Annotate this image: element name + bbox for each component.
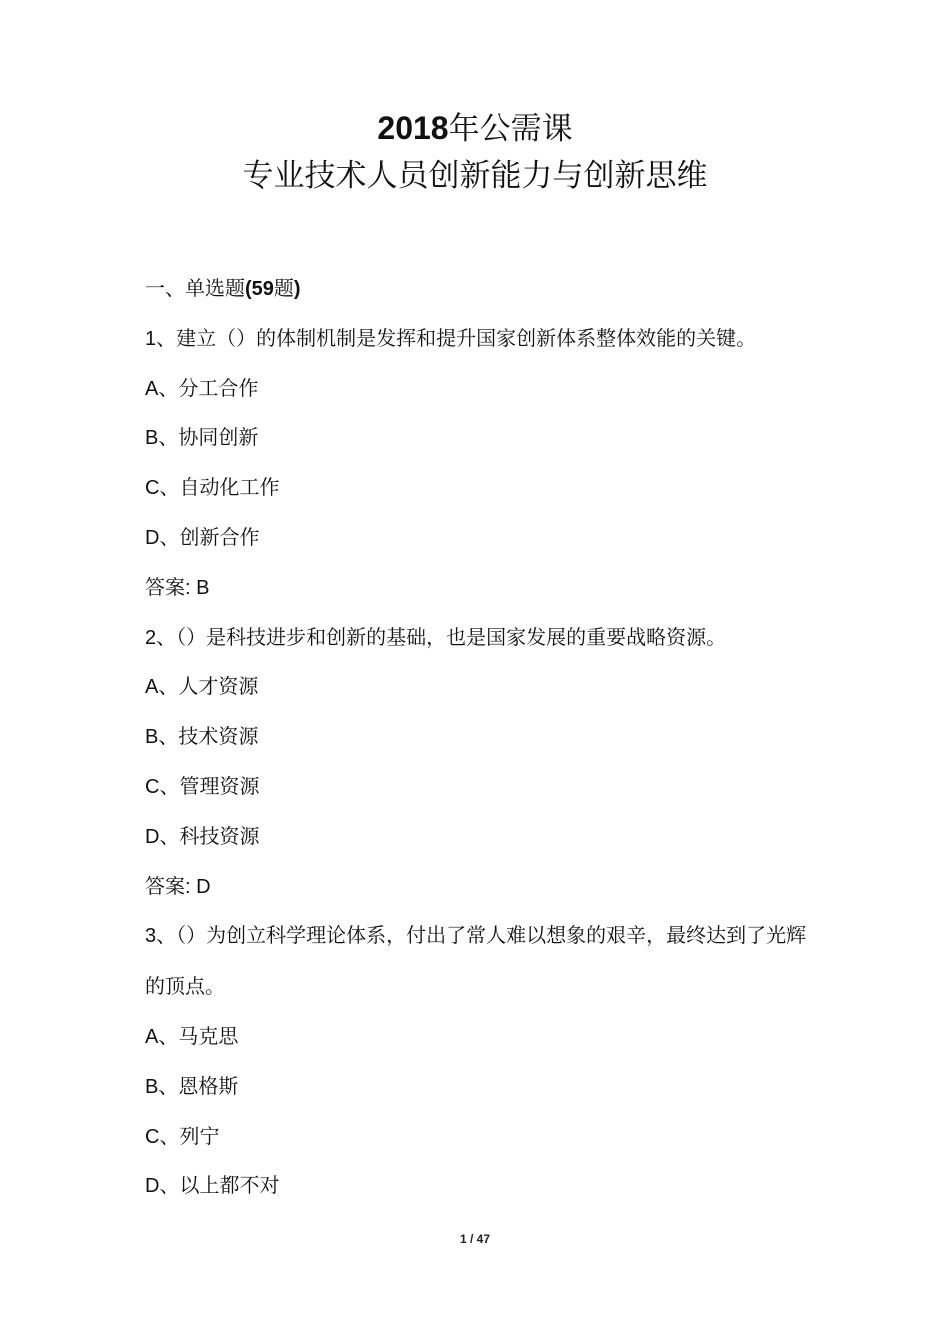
title-year: 2018 <box>377 110 449 146</box>
option-c <box>145 762 825 812</box>
title-line-2: 专业技术人员创新能力与创新思维 <box>242 158 708 194</box>
question-2 <box>145 613 825 663</box>
option-text: 、自动化工作 <box>159 475 280 500</box>
answer-label: 答案 <box>145 574 185 599</box>
option-letter: A <box>145 377 159 400</box>
document-title <box>0 104 950 200</box>
option-letter: C <box>145 775 160 798</box>
page-number <box>0 1232 950 1246</box>
option-b <box>145 712 825 762</box>
question-number: 2、 <box>145 626 177 649</box>
option-text: 、科技资源 <box>159 823 260 848</box>
option-letter: D <box>145 526 160 549</box>
option-letter: C <box>145 477 160 500</box>
section-heading <box>145 264 825 314</box>
answer-label: 答案 <box>145 873 185 898</box>
option-text: 、列宁 <box>159 1123 220 1148</box>
total-pages: 47 <box>476 1232 491 1246</box>
option-text: 、恩格斯 <box>158 1073 239 1098</box>
title-course: 年公需课 <box>448 111 573 147</box>
answer-value: : D <box>185 875 211 898</box>
answer-value: : B <box>185 576 210 599</box>
option-letter: A <box>145 1025 159 1048</box>
option-c <box>145 463 825 513</box>
option-letter: B <box>145 1075 159 1098</box>
current-page: 1 <box>459 1232 467 1246</box>
option-text: 、管理资源 <box>159 773 260 798</box>
option-c <box>145 1112 825 1162</box>
option-b <box>145 1062 825 1112</box>
option-letter: B <box>145 427 159 450</box>
option-a <box>145 1012 825 1062</box>
question-list <box>145 264 825 1211</box>
option-text: 、分工合作 <box>158 375 259 400</box>
question-text: （）是科技进步和创新的基础，也是国家发展的重要战略资源。 <box>176 624 727 649</box>
option-b <box>145 413 825 463</box>
option-letter: A <box>145 676 159 699</box>
section-close: ) <box>293 278 301 300</box>
option-text: 、马克思 <box>158 1023 239 1048</box>
option-a <box>145 662 825 712</box>
option-d <box>145 513 825 563</box>
option-text: 、创新合作 <box>159 524 260 549</box>
section-count: (59 <box>245 278 274 300</box>
option-letter: D <box>145 1175 160 1198</box>
option-letter: D <box>145 825 160 848</box>
answer-line <box>145 862 825 912</box>
option-text: 、人才资源 <box>158 674 259 699</box>
question-number: 1、 <box>145 327 177 350</box>
option-letter: C <box>145 1125 160 1148</box>
option-text: 、技术资源 <box>158 724 259 749</box>
option-text: 、协同创新 <box>158 425 259 450</box>
answer-line <box>145 563 825 613</box>
question-3 <box>145 911 825 1012</box>
option-text: 、以上都不对 <box>159 1173 280 1198</box>
question-1 <box>145 314 825 364</box>
option-d <box>145 1161 825 1211</box>
page-separator: / <box>469 1232 474 1246</box>
question-text: 建立（）的体制机制是发挥和提升国家创新体系整体效能的关键。 <box>176 325 757 350</box>
option-letter: B <box>145 726 159 749</box>
question-number: 3、 <box>145 925 177 948</box>
question-text: （）为创立科学理论体系，付出了常人难以想象的艰辛，最终达到了光辉的顶点。 <box>145 923 807 999</box>
title-line-1 <box>0 104 950 152</box>
section-suffix: 题 <box>273 276 294 300</box>
section-prefix: 一、单选题 <box>145 276 245 300</box>
option-d <box>145 812 825 862</box>
option-a <box>145 364 825 414</box>
